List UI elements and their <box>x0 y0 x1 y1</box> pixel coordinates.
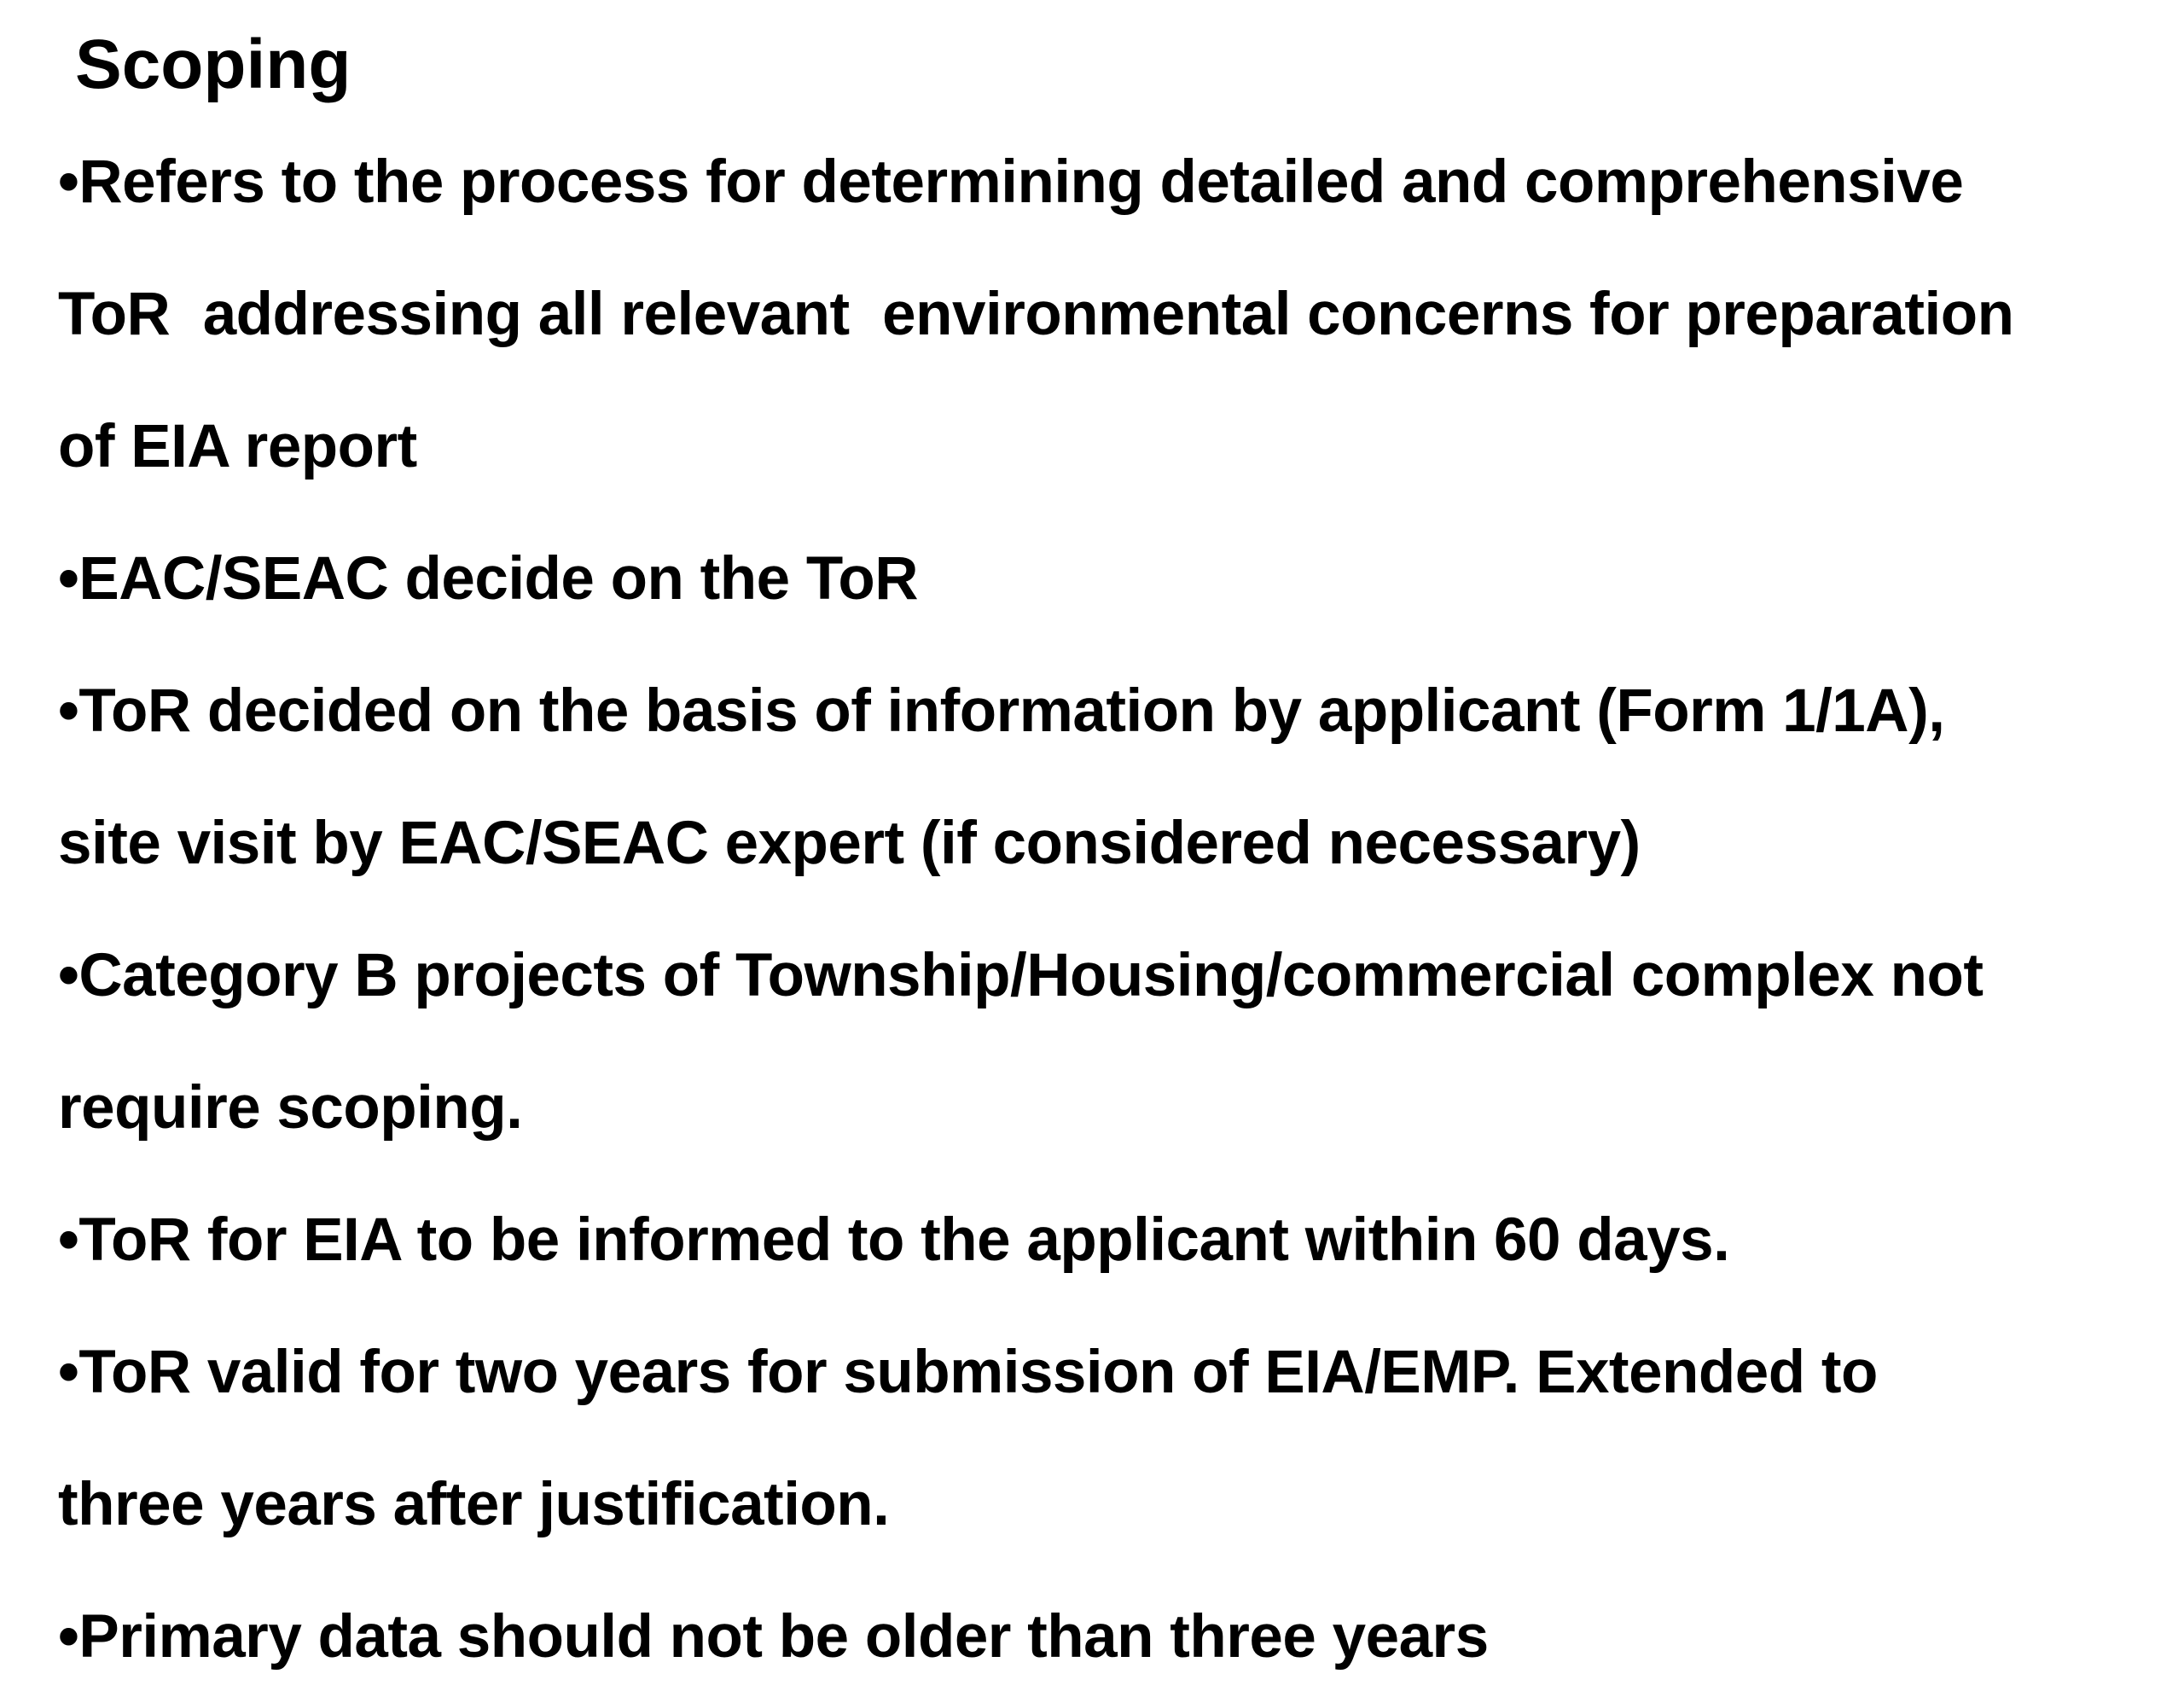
body-line: three years after justification. <box>58 1471 890 1538</box>
body-line: •Refers to the process for determining detailed and comprehensive <box>58 148 1964 216</box>
body-line: •ToR valid for two years for submission of EIA/EMP. Extended to <box>58 1339 1878 1406</box>
body-line: •ToR decided on the basis of information by applicant (Form 1/1A), <box>58 677 1945 745</box>
body-line: •ToR for EIA to be informed to the applicant within 60 days. <box>58 1206 1730 1274</box>
slide-body <box>58 116 2140 1703</box>
body-line: require scoping. <box>58 1074 523 1142</box>
body-line: •Category B projects of Township/Housing/commercial complex not <box>58 942 1984 1009</box>
body-line: site visit by EAC/SEAC expert (if considered necessary) <box>58 810 1641 877</box>
body-line: •EAC/SEAC decide on the ToR <box>58 545 919 613</box>
slide-title: Scoping <box>75 26 351 103</box>
body-line: •Primary data should not be older than three years <box>58 1603 1489 1671</box>
body-line: ToR addressing all relevant environmental concerns for preparation <box>58 281 2014 348</box>
body-line: of EIA report <box>58 413 417 480</box>
